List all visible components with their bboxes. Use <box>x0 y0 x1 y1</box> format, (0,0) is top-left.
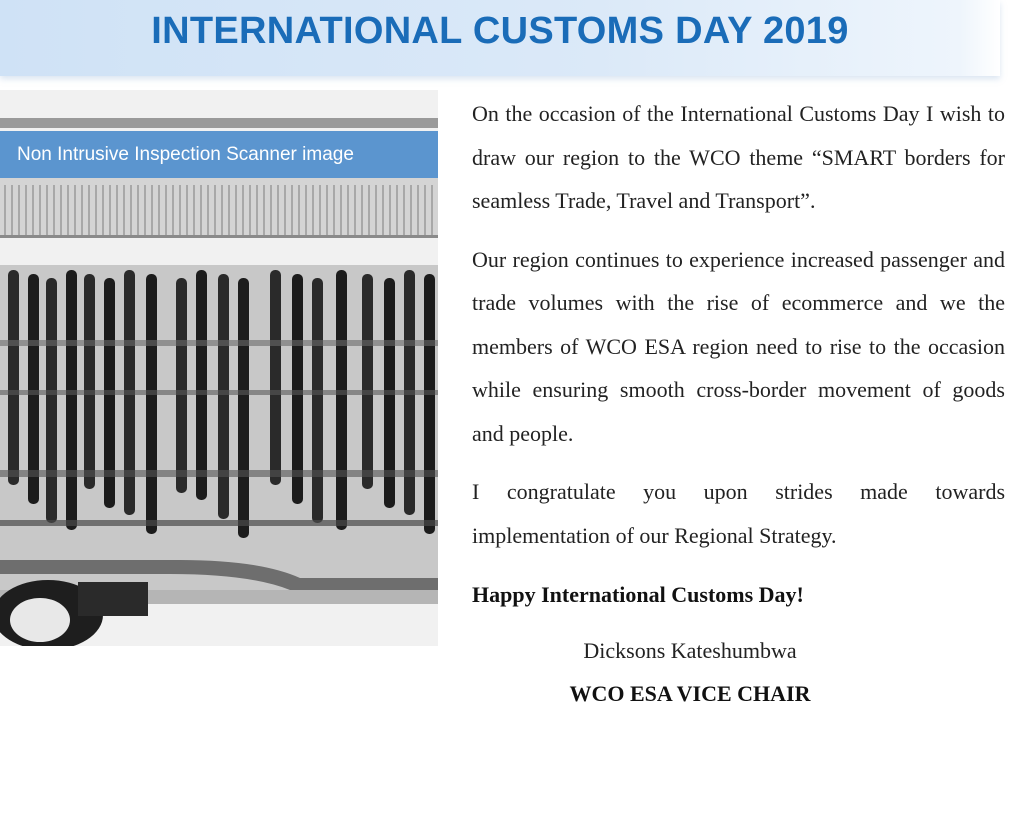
paragraph-3: I congratulate you upon strides made towards implementation of our Regional Strategy. <box>472 479 1005 548</box>
greeting: Happy International Customs Day! <box>472 582 804 607</box>
image-caption: Non Intrusive Inspection Scanner image <box>0 131 438 178</box>
letter-body <box>472 92 1005 716</box>
paragraph-2: Our region continues to experience increased passenger and trade volumes with the rise of ecommerce and we the members of WCO ESA region need to rise to the occasion while ensuring smooth cross-border movement of goods and people. <box>472 246 1005 446</box>
signatory-title: WCO ESA VICE CHAIR <box>569 681 811 706</box>
paragraph-1: On the occasion of the International Customs Day I wish to draw our region to the WCO theme “SMART borders for seamless Trade, Travel and Transport”. <box>472 101 1005 213</box>
page-title: INTERNATIONAL CUSTOMS DAY 2019 <box>151 10 849 52</box>
title-banner <box>0 0 1000 76</box>
signatory-name: Dicksons Kateshumbwa <box>583 637 797 663</box>
